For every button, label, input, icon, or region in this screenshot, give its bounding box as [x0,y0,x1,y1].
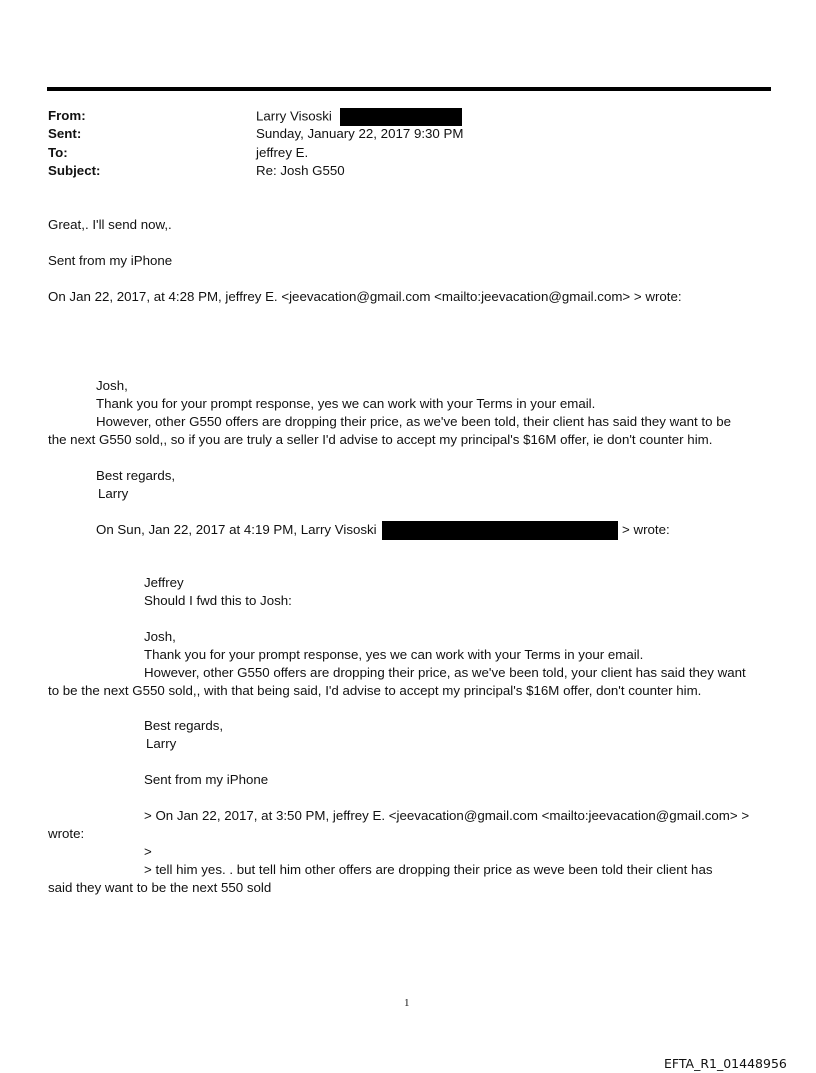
msg1-greeting: Josh, [96,378,128,393]
sent-label: Sent: [48,126,82,141]
quote-header-2 [96,521,670,540]
msg2-signature: Sent from my iPhone [144,772,269,787]
quote-header-1: On Jan 22, 2017, at 4:28 PM, jeffrey E. <jeevacation@gmail.com <mailto:jeevacation@gmail.com> > wrote: [48,289,682,304]
to-label: To: [48,145,68,160]
msg2-quote-d: > tell him yes. . but tell him other offers are dropping their price as weve been told their client has [144,862,713,877]
msg1-line1: Thank you for your prompt response, yes we can work with your Terms in your email. [96,396,596,411]
page-number: 1 [404,997,410,1009]
msg2-question: Should I fwd this to Josh: [144,593,292,608]
msg2-line2b: to be the next G550 sold,, with that being said, I'd advise to accept my principal's $16M offer, don't counter him. [48,683,702,698]
from-label: From: [48,108,86,123]
msg1-closing: Best regards, [96,468,176,483]
from-value-row [256,108,462,126]
from-value: Larry Visoski [256,108,332,124]
msg1-name: Larry [98,486,129,501]
to-value: jeffrey E. [256,145,309,160]
msg1-line2a: However, other G550 offers are dropping their price, as we've been told, their client has said they want to be [96,414,731,429]
reply-line: Great,. I'll send now,. [48,217,172,232]
document-id: EFTA_R1_01448956 [664,1056,787,1071]
signature-1: Sent from my iPhone [48,253,173,268]
quote-header-2-suffix: > wrote: [622,522,670,538]
quote-header-2-prefix: On Sun, Jan 22, 2017 at 4:19 PM, Larry Visoski [96,522,377,538]
msg2-name: Larry [146,736,177,751]
msg2-closing: Best regards, [144,718,224,733]
msg2-line2a: However, other G550 offers are dropping their price, as we've been told, your client has said they want [144,665,746,680]
msg2-quote-b: wrote: [48,826,85,841]
header-rule [47,87,771,91]
msg2-quote-c: > [144,844,152,859]
subject-label: Subject: [48,163,101,178]
redaction-bar [382,521,618,540]
msg2-quote-a: > On Jan 22, 2017, at 3:50 PM, jeffrey E. <jeevacation@gmail.com <mailto:jeevacation@gmail.com> > [144,808,750,823]
redaction-bar [340,108,462,126]
sent-value: Sunday, January 22, 2017 9:30 PM [256,126,464,141]
msg2-quote-e: said they want to be the next 550 sold [48,880,272,895]
msg2-line1: Thank you for your prompt response, yes we can work with your Terms in your email. [144,647,644,662]
msg2-greeting: Josh, [144,629,176,644]
msg2-opening: Jeffrey [144,575,184,590]
subject-value: Re: Josh G550 [256,163,345,178]
msg1-line2b: the next G550 sold,, so if you are truly a seller I'd advise to accept my principal's $16M offer, ie don't counter him. [48,432,713,447]
